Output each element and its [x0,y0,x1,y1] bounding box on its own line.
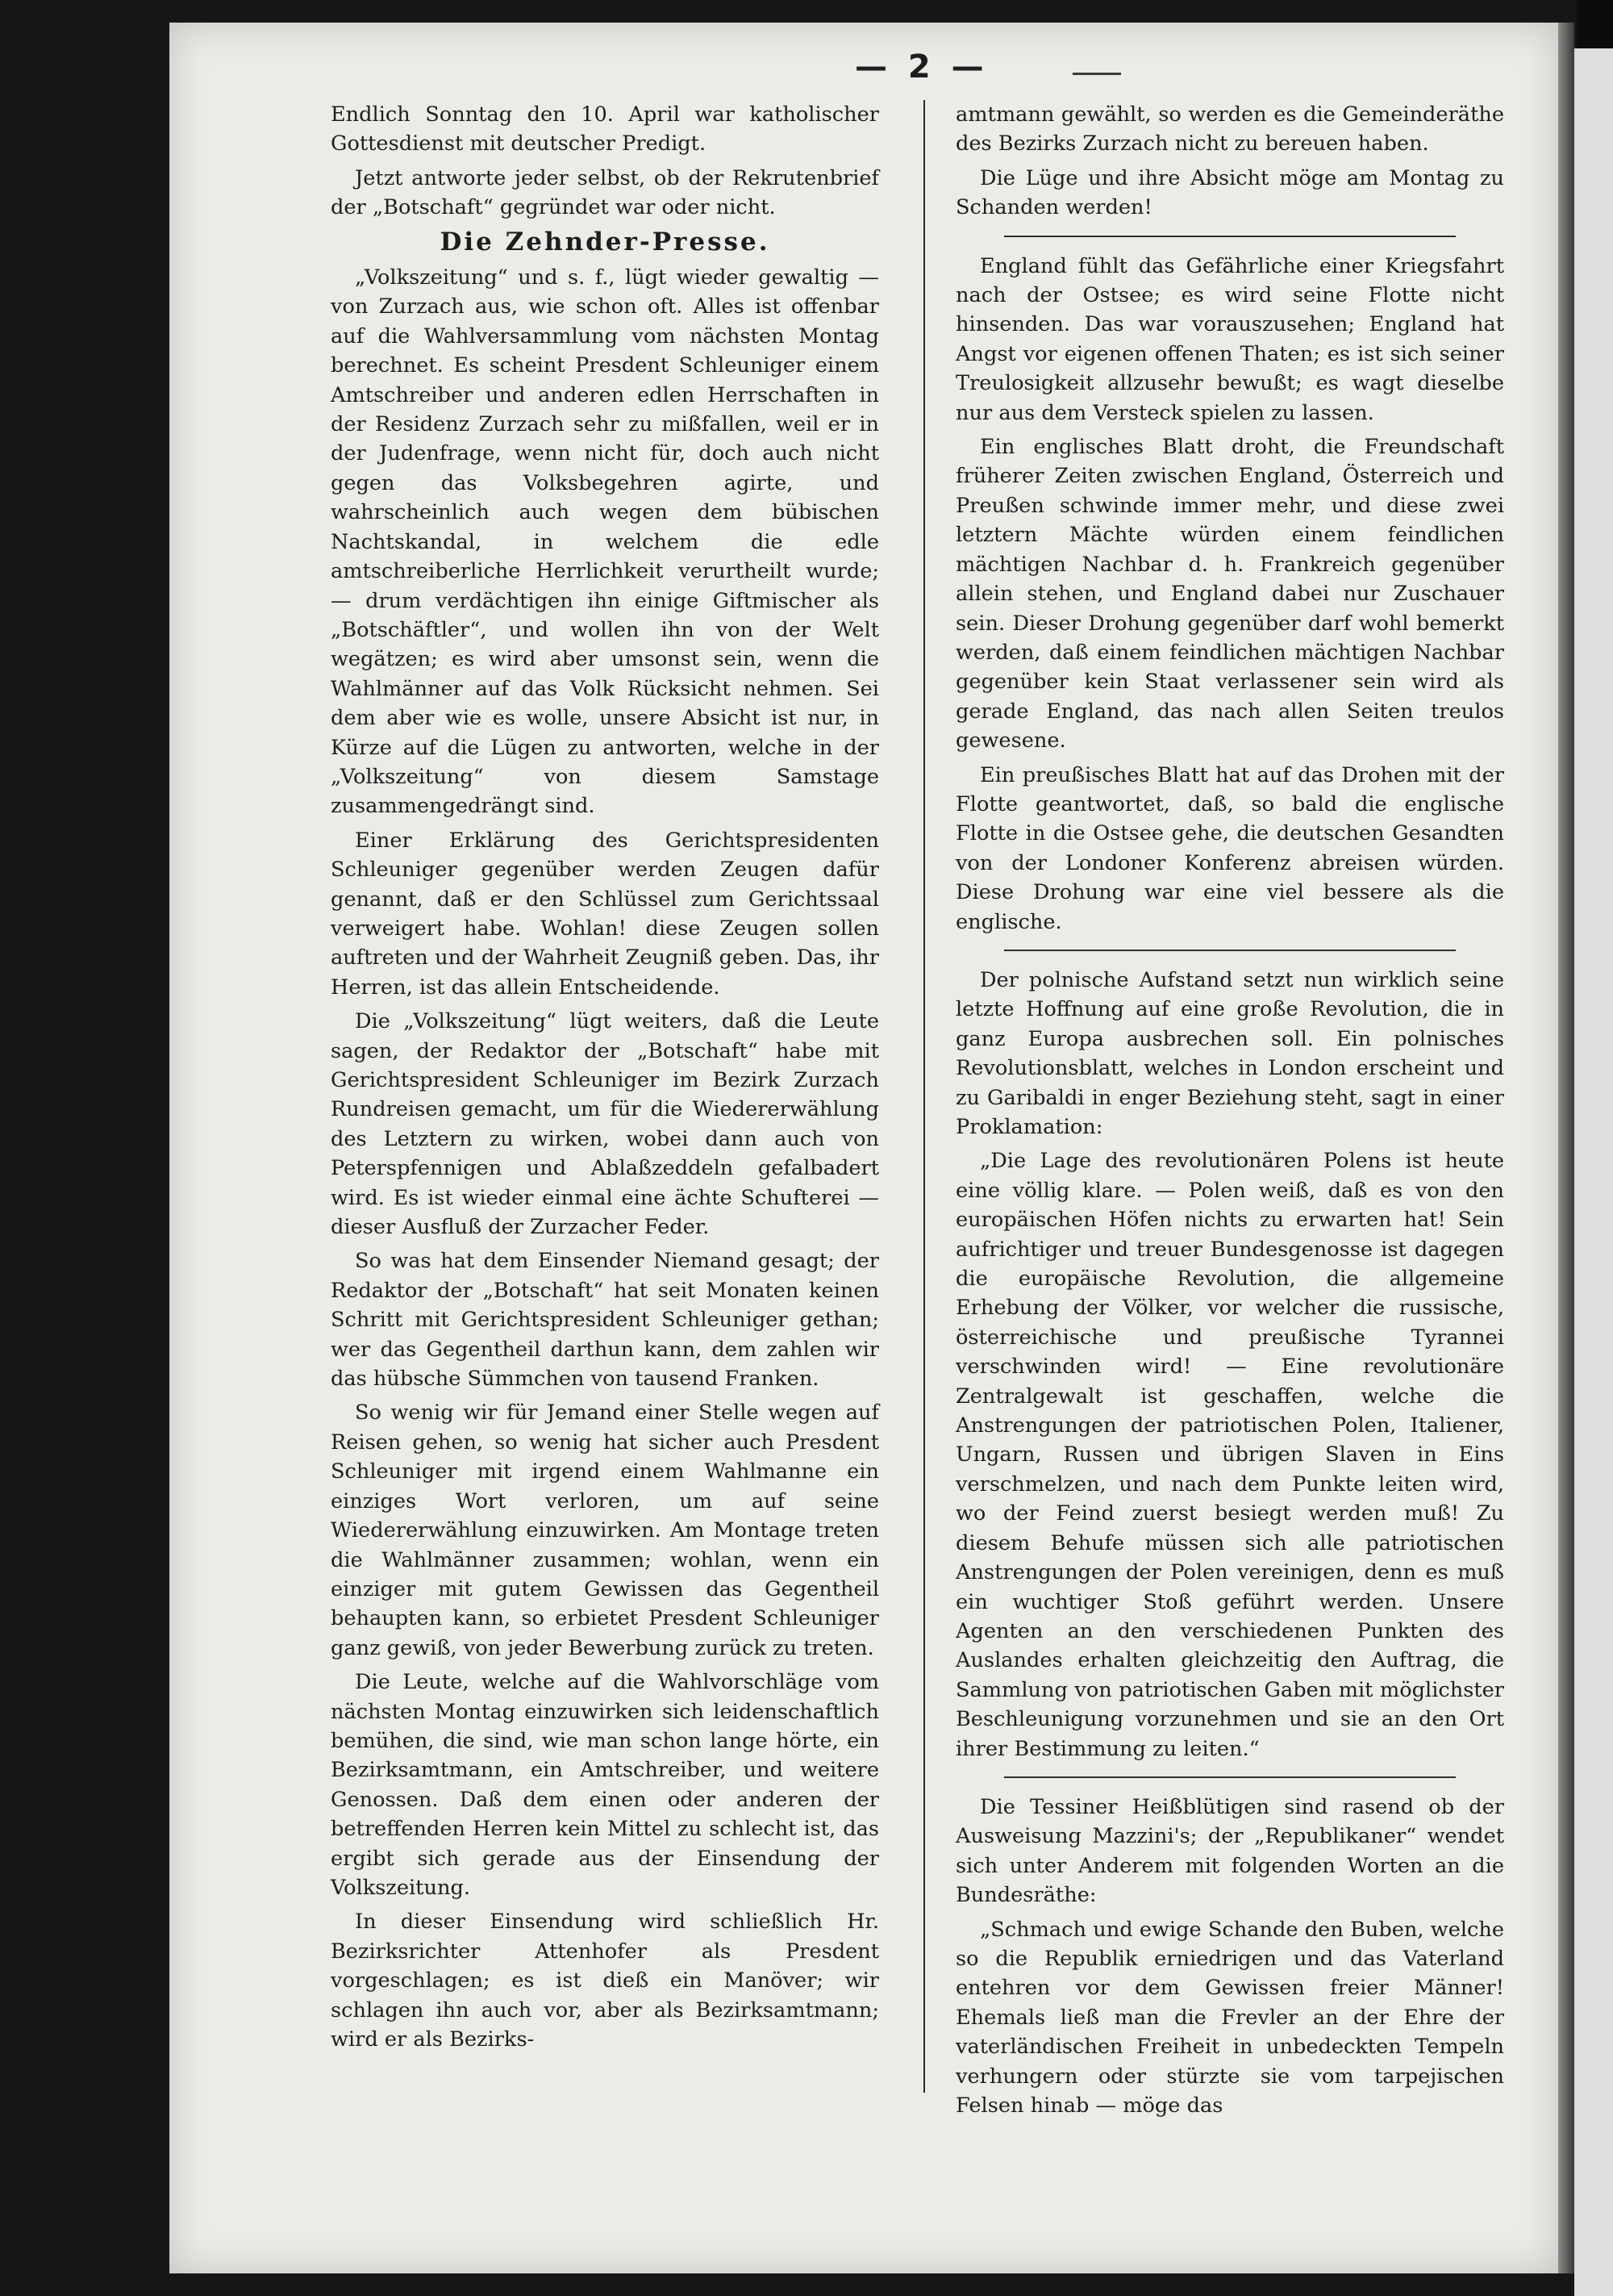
paragraph: Die Leute, welche auf die Wahlvorschläge vom nächsten Montag einzuwirken sich leidenschaftlich bemühen, die sind, wie man schon lange hörte, ein Bezirksamtmann, ein Amtschreiber, und weitere Genossen. Daß dem einen oder anderen der betreffenden Herren kein Mittel zu schlecht ist, das ergibt sich gerade aus der Einsendung der Volkszeitung. [331,1670,879,1900]
page-header [823,45,1307,97]
paragraph: England fühlt das Gefährliche einer Kriegsfahrt nach der Ostsee; es wird seine Flotte nicht hinsenden. Das war vorauszusehen; England hat Angst vor eigenen offenen Thaten; es ist sich seiner Treulosigkeit allzusehr bewußt; es wagt dieselbe nur aus dem Versteck spielen zu lassen. [956,253,1504,425]
page-gutter-shadow [1558,23,1574,2273]
left-column [331,100,879,2059]
paragraph: Ein preußisches Blatt hat auf das Drohen mit der Flotte geantwortet, daß, so bald die englische Flotte in die Ostsee gehe, die deutschen Gesandten von der Londoner Konferenz abreisen würden. Diese Drohung war eine viel bessere als die englische. [956,762,1504,934]
paragraph: Jetzt antworte jeder selbst, ob der Rekrutenbrief der „Botschaft“ gegründet war oder nicht. [331,165,879,220]
scan-border [1577,0,1613,48]
page-number: — 2 — [855,48,989,86]
paragraph: Der polnische Aufstand setzt nun wirklich seine letzte Hoffnung auf eine große Revolution, die in ganz Europa ausbrechen soll. Ein polnisches Revolutionsblatt, welches in London erscheint und zu Garibaldi in enger Beziehung steht, sagt in einer Proklamation: [956,967,1504,1139]
paragraph: Die Tessiner Heißblütigen sind rasend ob der Ausweisung Mazzini's; der „Republikaner“ wendet sich unter Anderem mit folgenden Worten an die Bundesräthe: [956,1794,1504,1908]
paragraph: So wenig wir für Jemand einer Stelle wegen auf Reisen gehen, so wenig hat sicher auch Presdent Schleuniger mit irgend einem Wahlmanne ein einziges Wort verloren, um auf seine Wiedererwählung einzuwirken. Am Montage treten die Wahlmänner zusammen; wohlan, wenn ein einziger mit gutem Gewissen das Gegentheil behaupten kann, so erbietet Presdent Schleuniger ganz gewiß, von jeder Bewerbung zurück zu treten. [331,1401,879,1660]
header-rule [1073,73,1121,75]
paragraph: So was hat dem Einsender Niemand gesagt; der Redaktor der „Botschaft“ hat seit Monaten keinen Schritt mit Gerichtspresident Schleuniger gethan; wer das Gegentheil darthun kann, dem zahlen wir das hübsche Sümmchen von tausend Franken. [331,1249,879,1392]
paragraph: Die Lüge und ihre Absicht möge am Montag zu Schanden werden! [956,165,1504,220]
paragraph: Die „Volkszeitung“ lügt weiters, daß die Leute sagen, der Redaktor der „Botschaft“ habe mit Gerichtspresident Schleuniger im Bezirk Zurzach Rundreisen gemacht, um für die Wiedererwählung des Letztern zu wirken, wobei dann auch von Peterspfennigen und Ablaßzeddeln gefalbadert wird. Es ist wieder einmal eine ächte Schufterei — dieser Ausfluß der Zurzacher Feder. [331,1009,879,1240]
column-divider [923,100,925,2093]
adjacent-page-edge [1574,48,1613,2296]
quotation: „Die Lage des revolutionären Polens ist heute eine völlig klare. — Polen weiß, daß es von den europäischen Höfen nichts zu erwarten hat! Sein aufrichtiger und treuer Bundesgenosse ist dagegen die europäische Revolution, die allgemeine Erhebung der Völker, vor welcher die russische, österreichische und preußische Tyrannei verschwinden wird! — Eine revolutionäre Zentralgewalt ist geschaffen, welche die Anstrengungen der patriotischen Polen, Italiener, Ungarn, Russen und übrigen Slaven in Eins verschmelzen, und nach dem Punkte leiten wird, wo der Feind zuerst besiegt werden muß! Zu diesem Behufe müssen sich alle patriotischen Anstrengungen der Polen vereinigen, denn es muß ein wuchtiger Stoß geführt werden. Unsere Agenten an den verschiedenen Punkten des Auslandes erhalten gleichzeitig den Auftrag, die Sammlung von patriotischen Gaben mit möglichster Beschleunigung vorzunehmen und sie an den Ort ihrer Bestimmung zu leiten.“ [956,1149,1504,1761]
section-separator [1004,1776,1456,1778]
paragraph: Endlich Sonntag den 10. April war katholischer Gottesdienst mit deutscher Predigt. [331,102,879,157]
paragraph: amtmann gewählt, so werden es die Gemeinderäthe des Bezirks Zurzach nicht zu bereuen haben. [956,102,1504,157]
paragraph: Ein englisches Blatt droht, die Freundschaft früherer Zeiten zwischen England, Österreich und Preußen schwinde immer mehr, und diese zwei letztern Mächte würden einem feindlichen mächtigen Nachbar d. h. Frankreich gegenüber allein stehen, und England dabei nur Zuschauer sein. Dieser Drohung gegenüber darf wohl bemerkt werden, daß einem feindlichen mächtigen Nachbar gegenüber kein Staat verlassener sein wird als gerade England, das nach allen Seiten treulos gewesene. [956,435,1504,754]
section-separator [1004,950,1456,951]
right-column [956,100,1504,2125]
section-separator [1004,236,1456,237]
paragraph: „Volkszeitung“ und s. f., lügt wieder gewaltig — von Zurzach aus, wie schon oft. Alles ist offenbar auf die Wahlversammlung vom nächsten Montag berechnet. Es scheint Presdent Schleuniger einem Amtschreiber und anderen edlen Herrschaften in der Residenz Zurzach sehr zu mißfallen, weil er in der Judenfrage, wenn nicht für, doch auch nicht gegen das Volksbegehren agirte, und wahrscheinlich auch wegen dem bübischen Nachtskandal, in welchem die edle amtschreiberliche Herrlichkeit verurtheilt wurde; — drum verdächtigen ihn einige Giftmischer als „Botschäftler“, und wollen ihn von der Welt wegätzen; es wird aber umsonst sein, wenn die Wahlmänner auf das Volk Rücksicht nehmen. Sei dem aber wie es wolle, unsere Absicht ist nur, in Kürze auf die Lügen zu antworten, welche in der „Volkszeitung“ von diesem Samstage zusammengedrängt sind. [331,265,879,819]
section-heading: Die Zehnder-Presse. [440,227,770,257]
paragraph: Einer Erklärung des Gerichtspresidenten Schleuniger gegenüber werden Zeugen dafür genannt, daß er den Schlüssel zum Gerichtssaal verweigert habe. Wohlan! diese Zeugen sollen auftreten und der Wahrheit Zeugniß geben. Das, ihr Herren, ist das allein Entscheidende. [331,828,879,1000]
quotation: „Schmach und ewige Schande den Buben, welche so die Republik erniedrigen und das Vaterland entehren vor dem Gewissen freier Männer! Ehemals ließ man die Frevler an der Ehre der vaterländischen Freiheit in unbedeckten Tempeln verhungern oder stürzte sie vom tarpejischen Felsen hinab — möge das [956,1917,1504,2118]
paragraph: In dieser Einsendung wird schließlich Hr. Bezirksrichter Attenhofer als Presdent vorgeschlagen; es ist dieß ein Manöver; wir schlagen ihn auch vor, aber als Bezirksamtmann; wird er als Bezirks- [331,1910,879,2052]
